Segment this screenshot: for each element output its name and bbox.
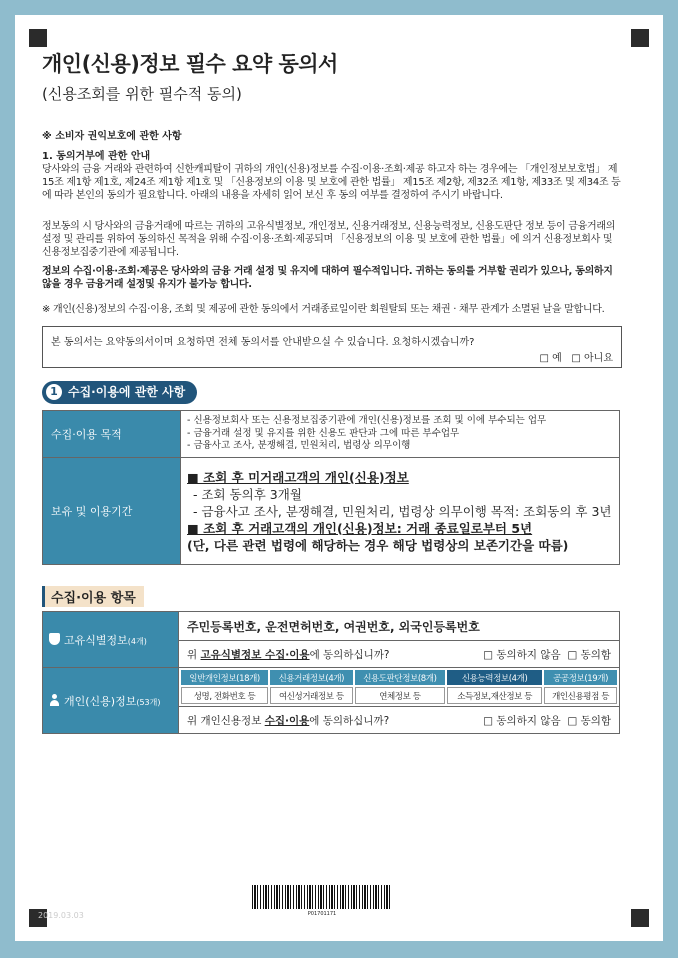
retention-heading-nontrading: ■ 조회 후 미거래고객의 개인(신용)정보	[187, 469, 409, 485]
disagree-checkbox[interactable]: □ 동의하지 않음	[483, 648, 561, 661]
purpose-cell	[181, 411, 620, 458]
list-item: - 신용정보회사 또는 신용정보집중기관에 개인(신용)정보를 조회 및 이에 부수되는 업무	[187, 415, 547, 427]
corner-mark	[631, 909, 649, 927]
unique-info-label	[43, 612, 179, 668]
consent-text-emphasis: 고유식별정보 수집·이용	[200, 648, 310, 661]
no-checkbox[interactable]: □ 아니요	[571, 353, 613, 364]
category-header: 신용능력정보(4개)	[447, 670, 542, 685]
page-subtitle: (신용조회를 위한 필수적 동의)	[42, 85, 242, 103]
paragraph-consent-law: 당사와의 금융 거래와 관련하여 신한캐피탈이 귀하의 개인(신용)정보를 수집·이용·조회·제공 하고자 하는 경우에는 「개인정보보호법」 제15조 제1항 제1호, 제24조 제1항 제1호 및 「신용정보의 이용 및 보호에 관한 법률」 제15조 제2항, 제32조 제1항, 제33조 및 제34조 등에 따라 본인의 동의가 필요합니다. 아래의 내용을 자세히 읽어 보신 후 동의 여부를 결정하여 주시기 바랍니다.	[42, 164, 621, 202]
request-full-consent-box	[42, 326, 622, 368]
shield-icon	[49, 633, 60, 645]
category-header: 신용거래정보(4개)	[270, 670, 352, 685]
yes-checkbox[interactable]: □ 예	[539, 353, 562, 364]
table-row	[181, 687, 617, 704]
table-row	[43, 411, 620, 458]
agree-checkbox[interactable]: □ 동의함	[567, 648, 611, 661]
category-value: 연체정보 등	[355, 687, 446, 704]
personal-info-consent	[179, 707, 620, 734]
refusal-heading: 1. 동의거부에 관한 안내	[42, 151, 151, 162]
request-options	[540, 349, 613, 364]
retention-note: (단, 다른 관련 법령에 해당하는 경우 해당 법령상의 보존기간을 따름)	[187, 537, 569, 553]
table-row	[181, 670, 617, 685]
disagree-checkbox[interactable]: □ 동의하지 않음	[483, 714, 561, 727]
paragraph-term-definition: ※ 개인(신용)정보의 수집·이용, 조회 및 제공에 관한 동의에서 거래종료일이란 회원탈퇴 또는 채권 · 채무 관계가 소멸된 날을 말합니다.	[42, 304, 605, 315]
personal-info-categories	[179, 668, 620, 707]
section-collection-usage-header	[42, 381, 197, 404]
purpose-label: 수집·이용 목적	[43, 411, 181, 458]
corner-mark	[29, 29, 47, 47]
agree-checkbox[interactable]: □ 동의함	[567, 714, 611, 727]
list-item: - 조회 동의후 3개월	[193, 486, 302, 502]
consent-text: 위	[187, 648, 201, 661]
category-value: 성명, 전화번호 등	[181, 687, 268, 704]
unique-info-items: 주민등록번호, 운전면허번호, 여권번호, 외국인등록번호	[179, 612, 620, 641]
collection-items-table	[42, 611, 620, 734]
barcode-number: P01701171	[307, 911, 337, 917]
table-row	[43, 612, 620, 641]
personal-info-label	[43, 668, 179, 734]
consent-text: 에 동의하십니까?	[309, 648, 390, 661]
personal-info-count: (53개)	[136, 697, 161, 707]
notice-heading: ※ 소비자 권익보호에 관한 사항	[42, 131, 182, 142]
category-value: 소득정보,재산정보 등	[447, 687, 542, 704]
category-header: 신용도판단정보(8개)	[355, 670, 446, 685]
list-item: - 금융사고 조사, 분쟁해결, 민원처리, 법령상 의무이행 목적: 조회동의 후 3년	[193, 503, 612, 519]
unique-info-count: (4개)	[127, 636, 147, 646]
consent-text: 위 개인신용정보	[187, 714, 265, 727]
section-items-header: 수집·이용 항목	[42, 586, 144, 607]
retention-heading-trading: ■ 조회 후 거래고객의 개인(신용)정보: 거래 종료일로부터 5년	[187, 520, 533, 536]
unique-info-label-text: 고유식별정보	[64, 633, 128, 647]
person-icon	[49, 694, 60, 706]
retention-label: 보유 및 이용기간	[43, 458, 181, 565]
category-grid	[179, 668, 619, 706]
section-number: 1	[46, 384, 62, 400]
category-header: 공공정보(19개)	[544, 670, 617, 685]
category-value: 개인신용평점 등	[544, 687, 617, 704]
list-item: - 금융사고 조사, 분쟁해결, 민원처리, 법령상 의무이행	[187, 440, 411, 452]
category-value: 여신성거래정보 등	[270, 687, 352, 704]
table-row	[43, 458, 620, 565]
consent-text-emphasis: 수집·이용	[264, 714, 310, 727]
category-header: 일반개인정보(18개)	[181, 670, 268, 685]
list-item: - 금융거래 설정 및 유지를 위한 신용도 판단과 그에 따른 부수업무	[187, 427, 460, 439]
retention-cell	[181, 458, 620, 565]
page-title: 개인(신용)정보 필수 요약 동의서	[42, 52, 338, 76]
corner-mark	[631, 29, 649, 47]
table-row	[43, 668, 620, 707]
paragraph-info-usage: 정보동의 시 당사와의 금융거래에 따르는 귀하의 고유식별정보, 개인정보, 신용거래정보, 신용능력정보, 신용도판단 정보 등이 금융거래의 설정 및 관리를 위하여 동의하신 목적을 위해 수집·이용·조회·제공되며 「신용정보의 이용 및 보호에 관한 법률」에 의거 신용정보회사 및 신용정보집중기관에 제공됩니다.	[42, 221, 616, 259]
paragraph-mandatory: 정보의 수집·이용·조회·제공은 당사와의 금융 거래 설정 및 유지에 대하여 필수적입니다. 귀하는 동의를 거부할 권리가 있으나, 동의하지 않을 경우 금융거래 설정및 유지가 불가능 합니다.	[42, 266, 613, 291]
consent-text: 에 동의하십니까?	[309, 714, 390, 727]
unique-info-consent	[179, 641, 620, 668]
collection-usage-table	[42, 410, 620, 565]
request-question: 본 동의서는 요약동의서이며 요청하면 전체 동의서를 안내받으실 수 있습니다. 요청하시겠습니까?	[51, 337, 475, 348]
document-number: 2019.03.03	[38, 911, 84, 920]
section-title: 수집·이용에 관한 사항	[68, 385, 186, 399]
barcode	[252, 885, 392, 909]
personal-info-label-text: 개인(신용)정보	[64, 694, 137, 708]
